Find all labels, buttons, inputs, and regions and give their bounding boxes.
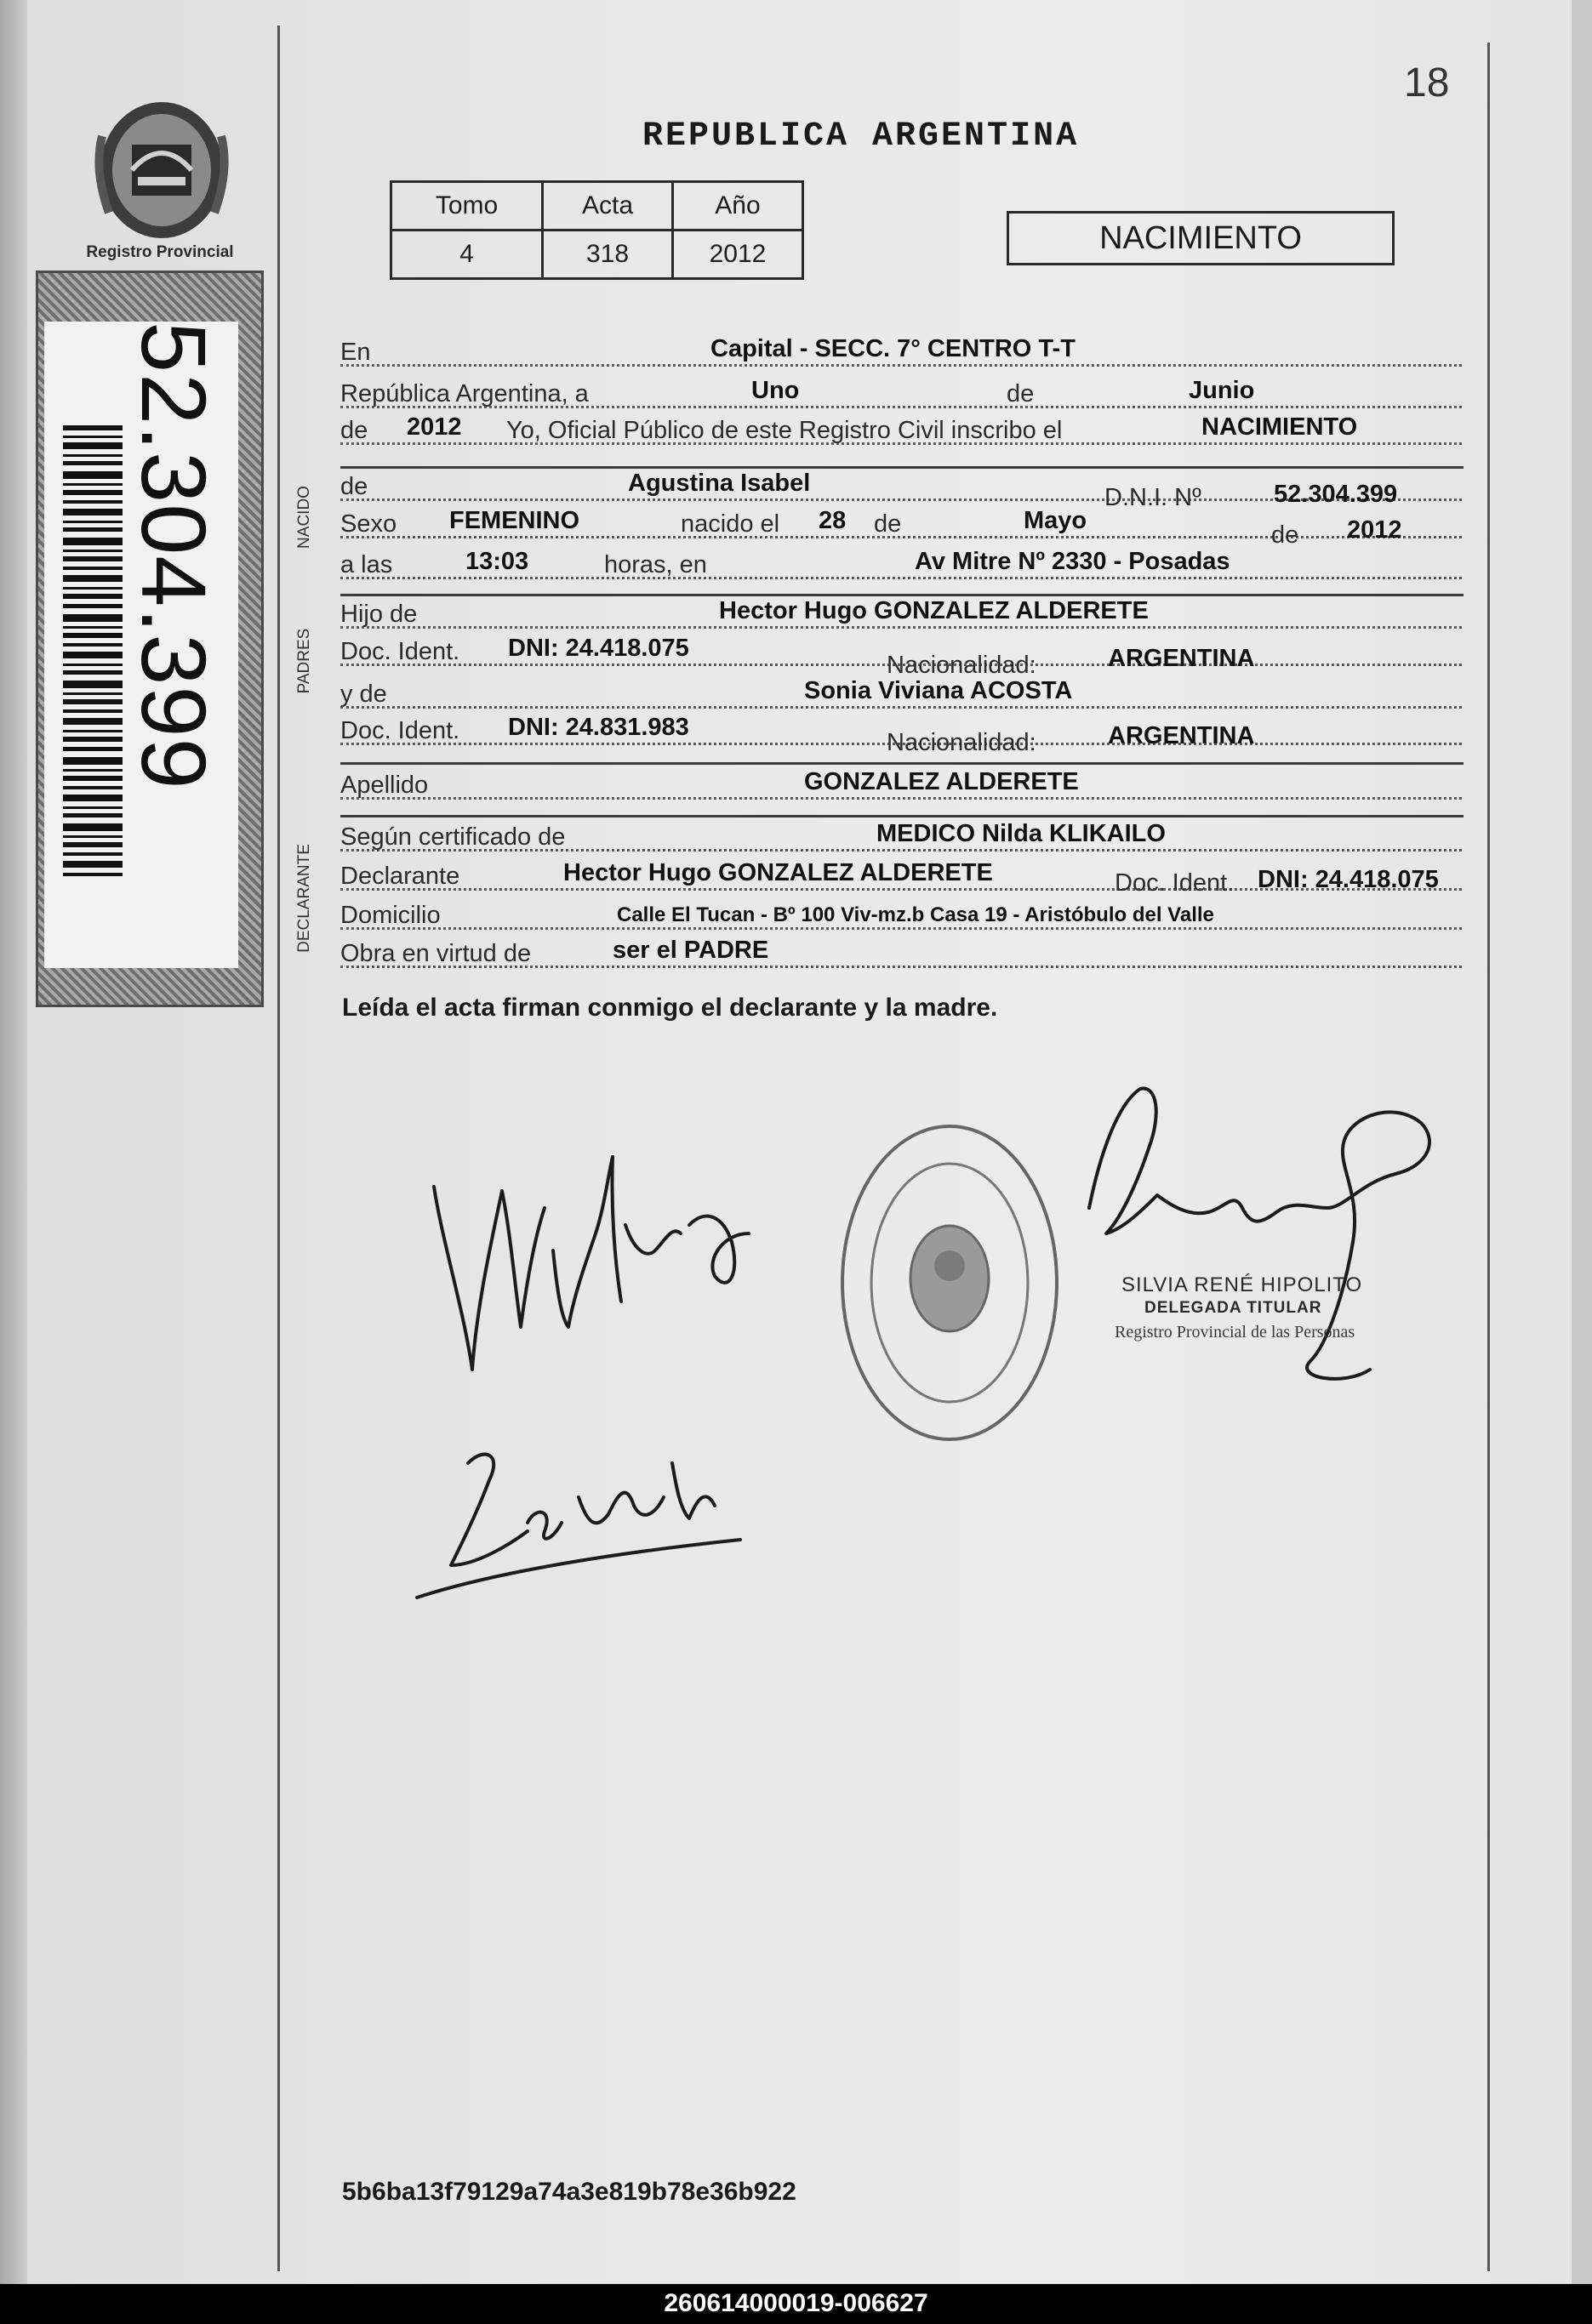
born-label: nacido el bbox=[681, 510, 780, 538]
certificate-value: MEDICO Nilda KLIKAILO bbox=[876, 820, 1166, 847]
mother-doc-label: Doc. Ident. bbox=[340, 717, 460, 744]
surname-label: Apellido bbox=[340, 772, 429, 799]
born-de-label-2: de bbox=[1271, 521, 1299, 549]
declarant-doc: DNI: 24.418.075 bbox=[1258, 866, 1439, 893]
declarant-name: Hector Hugo GONZALEZ ALDERETE bbox=[563, 859, 993, 886]
form-row-address bbox=[340, 902, 1462, 934]
page-edge-shadow bbox=[0, 0, 29, 2284]
birth-time: 13:03 bbox=[465, 548, 529, 575]
place-label: En bbox=[340, 339, 371, 366]
born-day: 28 bbox=[819, 507, 847, 534]
document-hash: 5b6ba13f79129a74a3e819b78e36b922 bbox=[342, 2178, 796, 2206]
declarant-label: Declarante bbox=[340, 863, 460, 890]
table-header-tomo: Tomo bbox=[391, 182, 543, 231]
reason-value: ser el PADRE bbox=[613, 937, 769, 964]
father-nationality: ARGENTINA bbox=[1108, 645, 1255, 672]
table-cell-tomo: 4 bbox=[391, 231, 543, 279]
year-de-label: de bbox=[340, 417, 368, 444]
form-row-year bbox=[340, 413, 1462, 449]
place-value: Capital - SECC. 7° CENTRO T-T bbox=[710, 335, 1076, 362]
address-label: Domicilio bbox=[340, 902, 441, 929]
form-row-birth bbox=[340, 507, 1462, 549]
birth-place: Av Mitre Nº 2330 - Posadas bbox=[915, 548, 1230, 575]
record-reference-table bbox=[390, 180, 804, 280]
table-cell-anio: 2012 bbox=[673, 231, 803, 279]
official-seal-icon bbox=[838, 1121, 1061, 1444]
born-month: Mayo bbox=[1024, 507, 1087, 534]
left-margin-rule bbox=[277, 26, 280, 2271]
birth-place-label: horas, en bbox=[604, 551, 707, 578]
section-label-nacido: NACIDO bbox=[295, 486, 313, 549]
date-month: Junio bbox=[1189, 377, 1255, 404]
barcode-number: 52.304.399 bbox=[123, 322, 225, 790]
father-doc: DNI: 24.418.075 bbox=[508, 635, 689, 662]
child-name-label: de bbox=[340, 473, 368, 500]
time-label: a las bbox=[340, 551, 393, 578]
mother-doc: DNI: 24.831.983 bbox=[508, 714, 689, 741]
section-divider bbox=[340, 466, 1464, 469]
child-name: Agustina Isabel bbox=[628, 470, 811, 497]
date-day: Uno bbox=[751, 377, 800, 404]
declarant-doc-label: Doc. Ident. bbox=[1115, 869, 1235, 897]
father-nationality-label: Nacionalidad: bbox=[887, 652, 1036, 679]
father-doc-label: Doc. Ident. bbox=[340, 638, 460, 665]
surname-value: GONZALEZ ALDERETE bbox=[804, 768, 1079, 795]
child-dni-label: D.N.I. Nº bbox=[1104, 484, 1201, 511]
mother-label: y de bbox=[340, 681, 387, 708]
record-type-box: NACIMIENTO bbox=[1007, 211, 1395, 265]
registry-statement: Yo, Oficial Público de este Registro Civil inscribo el bbox=[506, 417, 1063, 444]
section-label-padres: PADRES bbox=[295, 628, 313, 694]
child-dni: 52.304.399 bbox=[1274, 481, 1398, 508]
official-name: SILVIA RENÉ HIPOLITO bbox=[1121, 1273, 1363, 1296]
form-row-mother bbox=[340, 677, 1462, 713]
form-row-date bbox=[340, 377, 1462, 413]
section-divider bbox=[340, 762, 1464, 765]
form-row-certificate bbox=[340, 820, 1462, 856]
certificate-label: Según certificado de bbox=[340, 823, 566, 851]
table-cell-acta: 318 bbox=[543, 231, 673, 279]
section-divider bbox=[340, 594, 1464, 596]
closing-statement: Leída el acta firman conmigo el declarante y la madre. bbox=[342, 994, 998, 1022]
page-number: 18 bbox=[1404, 60, 1450, 105]
section-label-declarante: DECLARANTE bbox=[295, 844, 313, 953]
mother-nationality-label: Nacionalidad: bbox=[887, 729, 1036, 756]
sex-value: FEMENINO bbox=[449, 507, 580, 534]
mother-name: Sonia Viviana ACOSTA bbox=[804, 677, 1073, 704]
right-margin-rule bbox=[1487, 43, 1490, 2271]
date-label: República Argentina, a bbox=[340, 380, 589, 407]
table-header-row bbox=[391, 182, 803, 231]
form-row-father-doc bbox=[340, 635, 1462, 679]
official-office: Registro Provincial de las Personas bbox=[1115, 1323, 1355, 1341]
official-title: DELEGADA TITULAR bbox=[1144, 1299, 1322, 1317]
logo-caption: Registro Provincial bbox=[86, 243, 234, 261]
born-de-label: de bbox=[874, 510, 902, 538]
form-row-father bbox=[340, 597, 1462, 633]
form-row-child-name bbox=[340, 470, 1462, 511]
bottom-document-code: 260614000019-006627 bbox=[664, 2289, 928, 2317]
province-coat-of-arms-icon bbox=[85, 85, 238, 255]
born-year: 2012 bbox=[1347, 516, 1402, 544]
barcode-icon bbox=[63, 425, 123, 876]
year-value: 2012 bbox=[407, 413, 462, 441]
form-row-birth-place bbox=[340, 548, 1462, 584]
date-de-label: de bbox=[1007, 380, 1035, 407]
sex-label: Sexo bbox=[340, 510, 397, 538]
father-name: Hector Hugo GONZALEZ ALDERETE bbox=[719, 597, 1149, 624]
father-label: Hijo de bbox=[340, 601, 418, 628]
mother-nationality: ARGENTINA bbox=[1108, 722, 1255, 749]
table-header-anio: Año bbox=[673, 182, 803, 231]
form-row-surname bbox=[340, 768, 1462, 804]
section-divider bbox=[340, 815, 1464, 817]
form-row-reason bbox=[340, 937, 1462, 972]
form-row-mother-doc bbox=[340, 714, 1462, 756]
address-value: Calle El Tucan - Bº 100 Viv-mz.b Casa 19 - Aristóbulo del Valle bbox=[617, 903, 1214, 926]
form-row-declarant bbox=[340, 859, 1462, 897]
act-type: NACIMIENTO bbox=[1201, 413, 1358, 441]
table-header-acta: Acta bbox=[543, 182, 673, 231]
form-row-place bbox=[340, 335, 1462, 371]
reason-label: Obra en virtud de bbox=[340, 940, 532, 967]
table-row bbox=[391, 231, 803, 279]
country-title: REPUBLICA ARGENTINA bbox=[642, 117, 1080, 156]
